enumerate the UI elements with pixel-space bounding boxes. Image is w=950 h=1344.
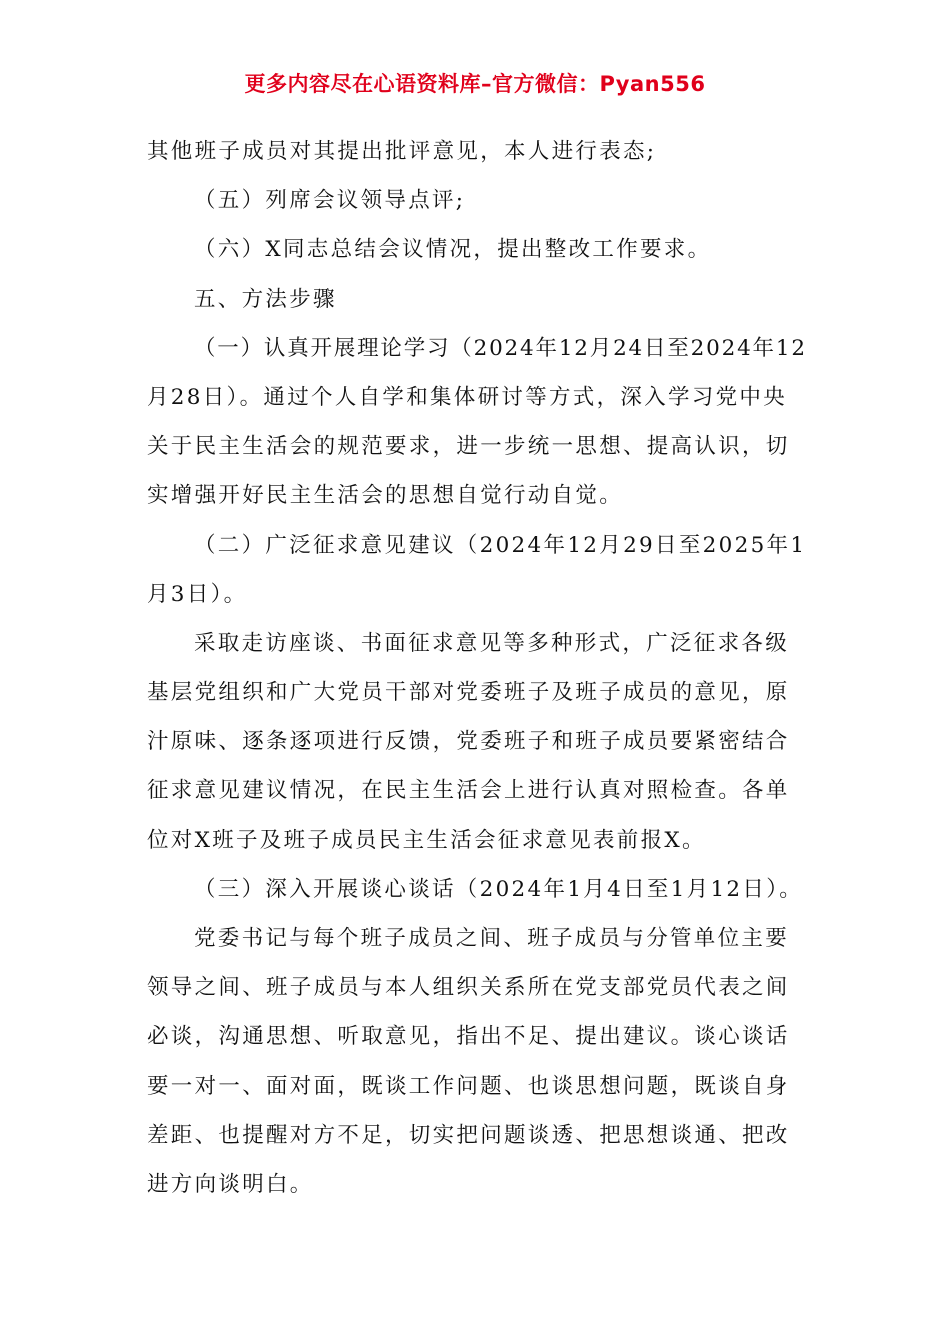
step-two-heading: （二）广泛征求意见建议（2024年12月29日至2025年1 <box>194 532 807 558</box>
paragraph-line: 差距、也提醒对方不足，切实把问题谈透、把思想谈通、把改 <box>147 1122 790 1148</box>
paragraph-line: 位对X班子及班子成员民主生活会征求意见表前报X。 <box>147 827 706 853</box>
paragraph-line: 采取走访座谈、书面征求意见等多种形式，广泛征求各级 <box>194 630 790 656</box>
paragraph-line: 领导之间、班子成员与本人组织关系所在党支部党员代表之间 <box>147 975 790 1001</box>
paragraph-line: 关于民主生活会的规范要求，进一步统一思想、提高认识，切 <box>147 434 790 460</box>
paragraph-line: 汁原味、逐条逐项进行反馈，党委班子和班子成员要紧密结合 <box>147 729 790 755</box>
section-heading: 五、方法步骤 <box>194 286 337 312</box>
step-one-heading: （一）认真开展理论学习（2024年12月24日至2024年12 <box>194 335 807 361</box>
document-body <box>147 127 807 1209</box>
paragraph-line: 月28日）。通过个人自学和集体研讨等方式，深入学习党中央 <box>147 384 788 410</box>
paragraph-line: 实增强开好民主生活会的思想自觉行动自觉。 <box>147 483 624 509</box>
list-item-six: （六）X同志总结会议情况，提出整改工作要求。 <box>194 237 712 263</box>
paragraph-line: 进方向谈明白。 <box>147 1171 314 1197</box>
paragraph-line: 基层党组织和广大党员干部对党委班子及班子成员的意见，原 <box>147 680 790 706</box>
list-item-five: （五）列席会议领导点评; <box>194 188 466 214</box>
paragraph-line: 必谈，沟通思想、听取意见，指出不足、提出建议。谈心谈话 <box>147 1024 790 1050</box>
step-three-heading: （三）深入开展谈心谈话（2024年1月4日至1月12日）。 <box>194 876 804 902</box>
paragraph-line: 征求意见建议情况，在民主生活会上进行认真对照检查。各单 <box>147 778 790 804</box>
watermark-banner: 更多内容尽在心语资料库–官方微信：Pyan556 <box>244 72 706 96</box>
paragraph-line: 其他班子成员对其提出批评意见，本人进行表态; <box>147 139 657 164</box>
paragraph-line: 党委书记与每个班子成员之间、班子成员与分管单位主要 <box>194 926 790 951</box>
paragraph-line: 要一对一、面对面，既谈工作问题、也谈思想问题，既谈自身 <box>147 1073 790 1099</box>
paragraph-line: 月3日）。 <box>147 581 248 607</box>
